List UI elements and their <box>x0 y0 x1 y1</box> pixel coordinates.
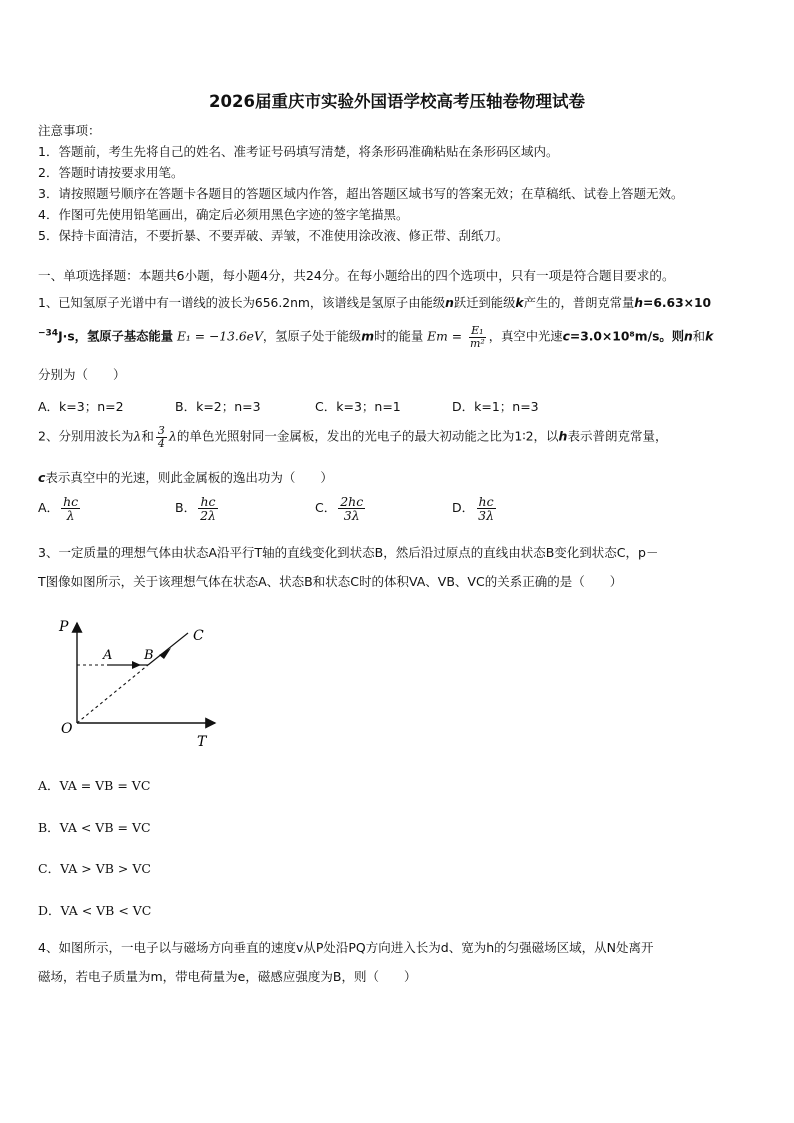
q2-line1: 2、分别用波长为λ和 $\frac{3}{4}$ λ的单色光照射同一金属板，发出的光电子的最大初动能之比为1∶2，以h表示普朗克常量， <box>38 424 668 450</box>
q2-option-c: C． $\frac{2hc}{3\lambda}$ <box>315 494 364 524</box>
p-axis-label: P <box>59 619 69 635</box>
q4-line1: 4、如图所示，一电子以与磁场方向垂直的速度v从P处沿PQ方向进入长为d、宽为h的匀强磁场区域，从N处离开 <box>38 940 654 955</box>
point-b-label: B <box>144 648 154 663</box>
notice-item-2: 2．答题时请按要求用笔。 <box>38 165 184 180</box>
point-c-label: C <box>193 628 204 644</box>
origin-guide-line <box>77 665 148 723</box>
q2-three-quarter-fraction: $\frac{3}{4}$ <box>157 424 165 450</box>
arrow-a-b-icon <box>132 661 141 669</box>
page-title: 2026届重庆市实验外国语学校高考压轴卷物理试卷 <box>209 92 585 111</box>
q3-option-d: D．VA < VB < VC <box>38 903 152 918</box>
q1-line3: 分别为（ ） <box>38 367 126 382</box>
origin-label: O <box>61 721 73 737</box>
q1-option-a: A．k=3；n=2 <box>38 399 124 414</box>
notice-item-3: 3．请按照题号顺序在答题卡各题目的答题区域内作答，超出答题区域书写的答案无效；在草稿纸、试卷上答题无效。 <box>38 186 684 201</box>
q2-line2: c表示真空中的光速，则此金属板的逸出功为（ ） <box>38 470 333 485</box>
q2-option-d: D． $\frac{hc}{3\lambda}$ <box>452 494 495 524</box>
q3-option-b: B．VA < VB = VC <box>38 820 151 835</box>
q3-pt-graph <box>55 615 225 750</box>
q1-option-c: C．k=3；n=1 <box>315 399 401 414</box>
notice-item-1: 1．答题前，考生先将自己的姓名、准考证号码填写清楚，将条形码准确粘贴在条形码区域内。 <box>38 144 559 159</box>
q1-line1: 1、已知氢原子光谱中有一谱线的波长为656.2nm，该谱线是氢原子由能级n跃迁到能级k产生的，普朗克常量h=6.63×10 <box>38 296 712 310</box>
q3-option-a: A．VA = VB = VC <box>38 778 151 793</box>
q2-option-a: A． $\frac{hc}{\lambda}$ <box>38 494 79 524</box>
q1-energy-fraction: $\frac{\text{E₁}}{\text{m²}}$ <box>469 324 485 350</box>
notice-item-4: 4．作图可先使用铅笔画出，确定后必须用黑色字迹的签字笔描黑。 <box>38 207 409 222</box>
q1-line2: $^{-34}$J·s，氢原子基态能量 E₁ = −13.6eV，氢原子处于能级m时的能量 Em = $\frac{\text{E₁}}{\text{m²}}$ ，真空中光速c=3.0×10⁸m/s。则n和k <box>38 324 714 350</box>
segment-b-c <box>148 633 188 665</box>
section-heading: 一、单项选择题：本题共6小题，每小题4分，共24分。在每小题给出的四个选项中，只有一项是符合题目要求的。 <box>38 268 675 283</box>
notice-item-5: 5．保持卡面清洁，不要折暴、不要弄破、弄皱，不准使用涂改液、修正带、刮纸刀。 <box>38 228 509 243</box>
arrow-b-c-icon <box>159 648 171 659</box>
q3-line1: 3、一定质量的理想气体由状态A沿平行T轴的直线变化到状态B，然后沿过原点的直线由状态B变化到状态C，p－ <box>38 545 659 560</box>
q4-line2: 磁场，若电子质量为m，带电荷量为e，磁感应强度为B，则（ ） <box>38 969 417 984</box>
q1-option-b: B．k=2；n=3 <box>175 399 261 414</box>
q2-option-b: B． $\frac{hc}{2\lambda}$ <box>175 494 216 524</box>
q3-option-c: C．VA > VB > VC <box>38 861 151 876</box>
point-a-label: A <box>103 648 113 663</box>
q3-line2: T图像如图所示，关于该理想气体在状态A、状态B和状态C时的体积VA、VB、VC的关系正确的是（ ） <box>38 574 623 589</box>
q1-option-d: D．k=1；n=3 <box>452 399 539 414</box>
notice-heading: 注意事项： <box>38 123 101 138</box>
q1-ground-energy: E₁ = −13.6eV <box>176 329 263 344</box>
t-axis-label: T <box>197 734 207 750</box>
